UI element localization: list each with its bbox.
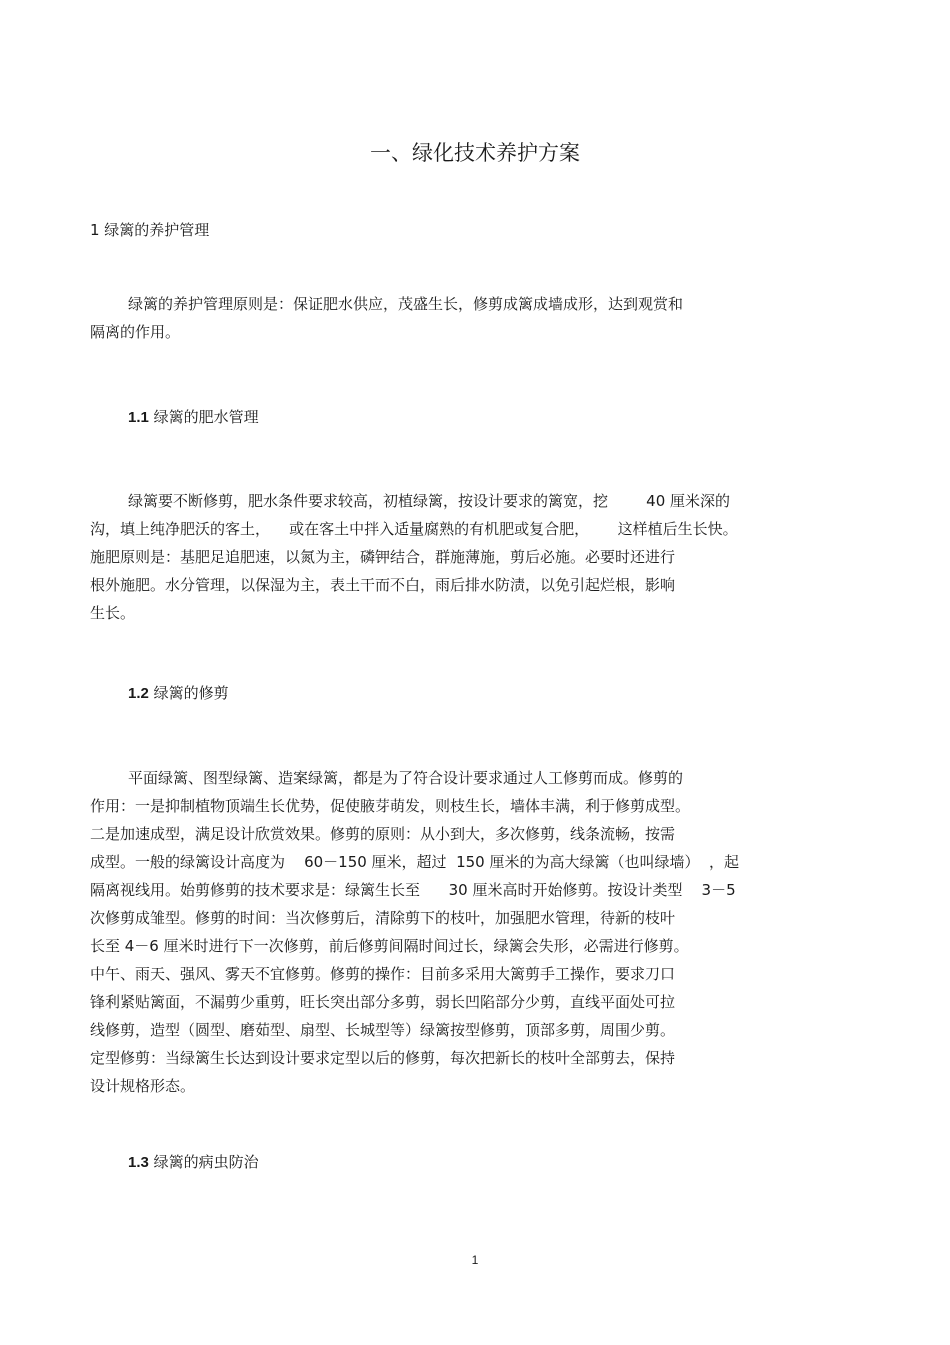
section-heading-1-1 — [128, 405, 259, 430]
paragraph-line: 隔离的作用。 — [90, 323, 181, 341]
paragraph-line: 成型。一般的绿篱设计高度为 60－150 厘米，超过 150 厘米的为高大绿篱（也叫绿墙） ，起 — [90, 853, 740, 871]
paragraph-line: 根外施肥。水分管理，以保湿为主，表土干而不白，雨后排水防渍，以免引起烂根，影响 — [90, 576, 676, 594]
page-number: 1 — [471, 1253, 479, 1267]
paragraph-line: 次修剪成雏型。修剪的时间：当次修剪后，清除剪下的枝叶，加强肥水管理，待新的枝叶 — [90, 909, 676, 927]
section-number: 1.2 — [128, 685, 149, 702]
section-number: 1.3 — [128, 1154, 149, 1171]
paragraph-line: 设计规格形态。 — [90, 1077, 196, 1095]
section-heading-text: 绿篱的肥水管理 — [153, 408, 259, 426]
paragraph-line: 绿篱要不断修剪，肥水条件要求较高，初植绿篱，按设计要求的篱宽，挖 40 厘米深的 — [128, 492, 731, 510]
paragraph-line: 作用：一是抑制植物顶端生长优势，促使腋芽萌发，则枝生长，墙体丰满，利于修剪成型。 — [90, 797, 691, 815]
paragraph-line: 线修剪，造型（圆型、磨茹型、扇型、长城型等）绿篱按型修剪，顶部多剪，周围少剪。 — [90, 1021, 676, 1039]
paragraph-line: 长至 4－6 厘米时进行下一次修剪，前后修剪间隔时间过长，绿篱会失形，必需进行修剪。 — [90, 937, 689, 955]
paragraph-line: 平面绿篱、图型绿篱、造案绿篱，都是为了符合设计要求通过人工修剪而成。修剪的 — [128, 769, 684, 787]
paragraph-line: 沟，填上纯净肥沃的客土， 或在客土中拌入适量腐熟的有机肥或复合肥， 这样植后生长快。 — [90, 520, 738, 538]
paragraph-line: 隔离视线用。始剪修剪的技术要求是：绿篱生长至 30 厘米高时开始修剪。按设计类型 3－5 — [90, 881, 736, 899]
paragraph-line: 中午、雨天、强风、雾天不宜修剪。修剪的操作：目前多采用大篱剪手工操作，要求刀口 — [90, 965, 676, 983]
section-number: 1.1 — [128, 409, 149, 426]
section-heading-1-2 — [128, 681, 229, 706]
paragraph-line: 二是加速成型，满足设计欣赏效果。修剪的原则：从小到大，多次修剪，线条流畅，按需 — [90, 825, 676, 843]
section-1-intro-paragraph — [90, 290, 683, 346]
paragraph-line: 定型修剪：当绿篱生长达到设计要求定型以后的修剪，每次把新长的枝叶全部剪去，保持 — [90, 1049, 676, 1067]
section-1-2-paragraph — [90, 764, 739, 1100]
section-heading-1: 1 绿篱的养护管理 — [90, 221, 210, 239]
section-1-1-paragraph — [90, 487, 738, 627]
paragraph-line: 绿篱的养护管理原则是：保证肥水供应，茂盛生长，修剪成篱成墙成形，达到观赏和 — [128, 295, 684, 313]
section-heading-1-3 — [128, 1150, 259, 1175]
paragraph-line: 锋利紧贴篱面，不漏剪少重剪，旺长突出部分多剪，弱长凹陷部分少剪，直线平面处可拉 — [90, 993, 676, 1011]
section-heading-text: 绿篱的修剪 — [153, 684, 229, 702]
document-title: 一、绿化技术养护方案 — [370, 141, 580, 165]
section-heading-text: 绿篱的病虫防治 — [153, 1153, 259, 1171]
paragraph-line: 生长。 — [90, 604, 136, 622]
paragraph-line: 施肥原则是：基肥足追肥速，以氮为主，磷钾结合，群施薄施，剪后必施。必要时还进行 — [90, 548, 676, 566]
